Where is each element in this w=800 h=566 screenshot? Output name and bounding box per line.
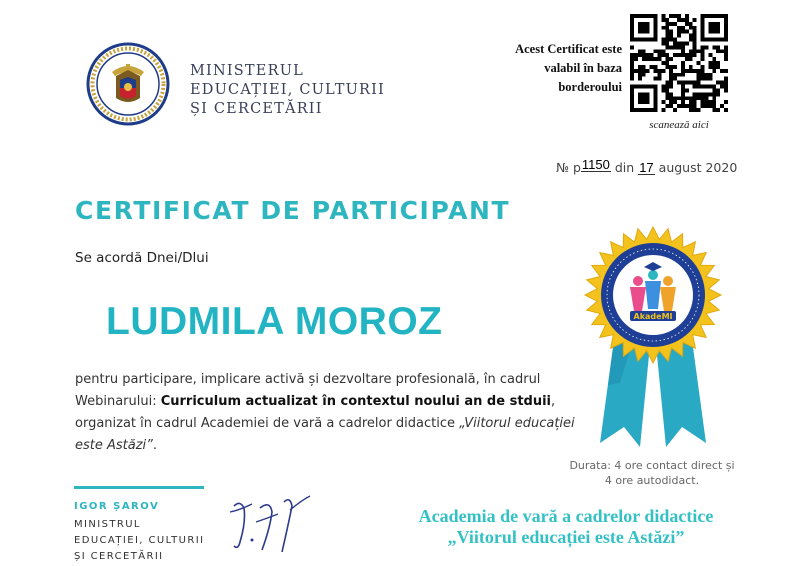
number-middle: din (614, 160, 635, 175)
body-part-3: . (152, 438, 158, 453)
validity-line-2: valabil în baza (544, 61, 622, 75)
ministry-line-1: MINISTERUL (190, 63, 304, 79)
duration-note: Durata: 4 ore contact direct și 4 ore autodidact. (569, 459, 735, 487)
certificate-number (556, 157, 738, 175)
certificate-title: CERTIFICAT DE PARTICIPANT (75, 196, 511, 225)
signature-accent-line (74, 486, 204, 489)
validity-line-1: Acest Certificat este (515, 42, 622, 56)
validity-line-3: borderoului (558, 80, 622, 94)
signatory-name: IGOR ȘAROV (74, 501, 160, 512)
qr-code[interactable] (630, 14, 728, 112)
number-month-year: august 2020 (658, 160, 738, 175)
validity-note (492, 40, 622, 97)
recipient-name: LUDMILA MOROZ (106, 300, 443, 343)
handwritten-signature (226, 492, 316, 558)
ministry-name (190, 62, 385, 119)
academy-quote: „Viitorul educației este Astăzi” (75, 416, 575, 453)
ministry-line-3: ȘI CERCETĂRII (190, 101, 323, 117)
academy-footer-line-1: Academia de vară a cadrelor didactice (418, 506, 714, 526)
number-prefix: № p (556, 160, 581, 175)
medal-badge-text: AkadeMI (633, 312, 673, 321)
signatory-role (74, 517, 204, 565)
number-day: 17 (639, 160, 654, 175)
medal-badge (578, 215, 728, 455)
signatory-role-line-3: ȘI CERCETĂRII (74, 551, 164, 562)
webinar-title: Curriculum actualizat în contextul noului an de stduii (160, 394, 552, 409)
coat-of-arms-emblem (86, 42, 170, 126)
certificate-body (75, 369, 575, 457)
academy-footer-line-2: „Viitorul educației este Astăzi” (447, 527, 685, 547)
body-part-1: pentru participare, implicare activă și dezvoltare profesională, în cadrul Webinarului: (75, 372, 541, 409)
academy-footer (380, 506, 752, 548)
ministry-line-2: EDUCAȚIEI, CULTURII (190, 82, 385, 98)
body-part-2: , organizat în cadrul Academiei de vară a cadrelor didactice (75, 394, 556, 431)
number-value: 1150 (581, 157, 610, 172)
awarded-to-label: Se acordă Dnei/Dlui (75, 250, 209, 266)
scan-label: scanează aici (649, 119, 709, 131)
signatory-role-line-2: EDUCAȚIEI, CULTURII (74, 535, 205, 546)
signatory-role-line-1: MINISTRUL (74, 519, 141, 530)
